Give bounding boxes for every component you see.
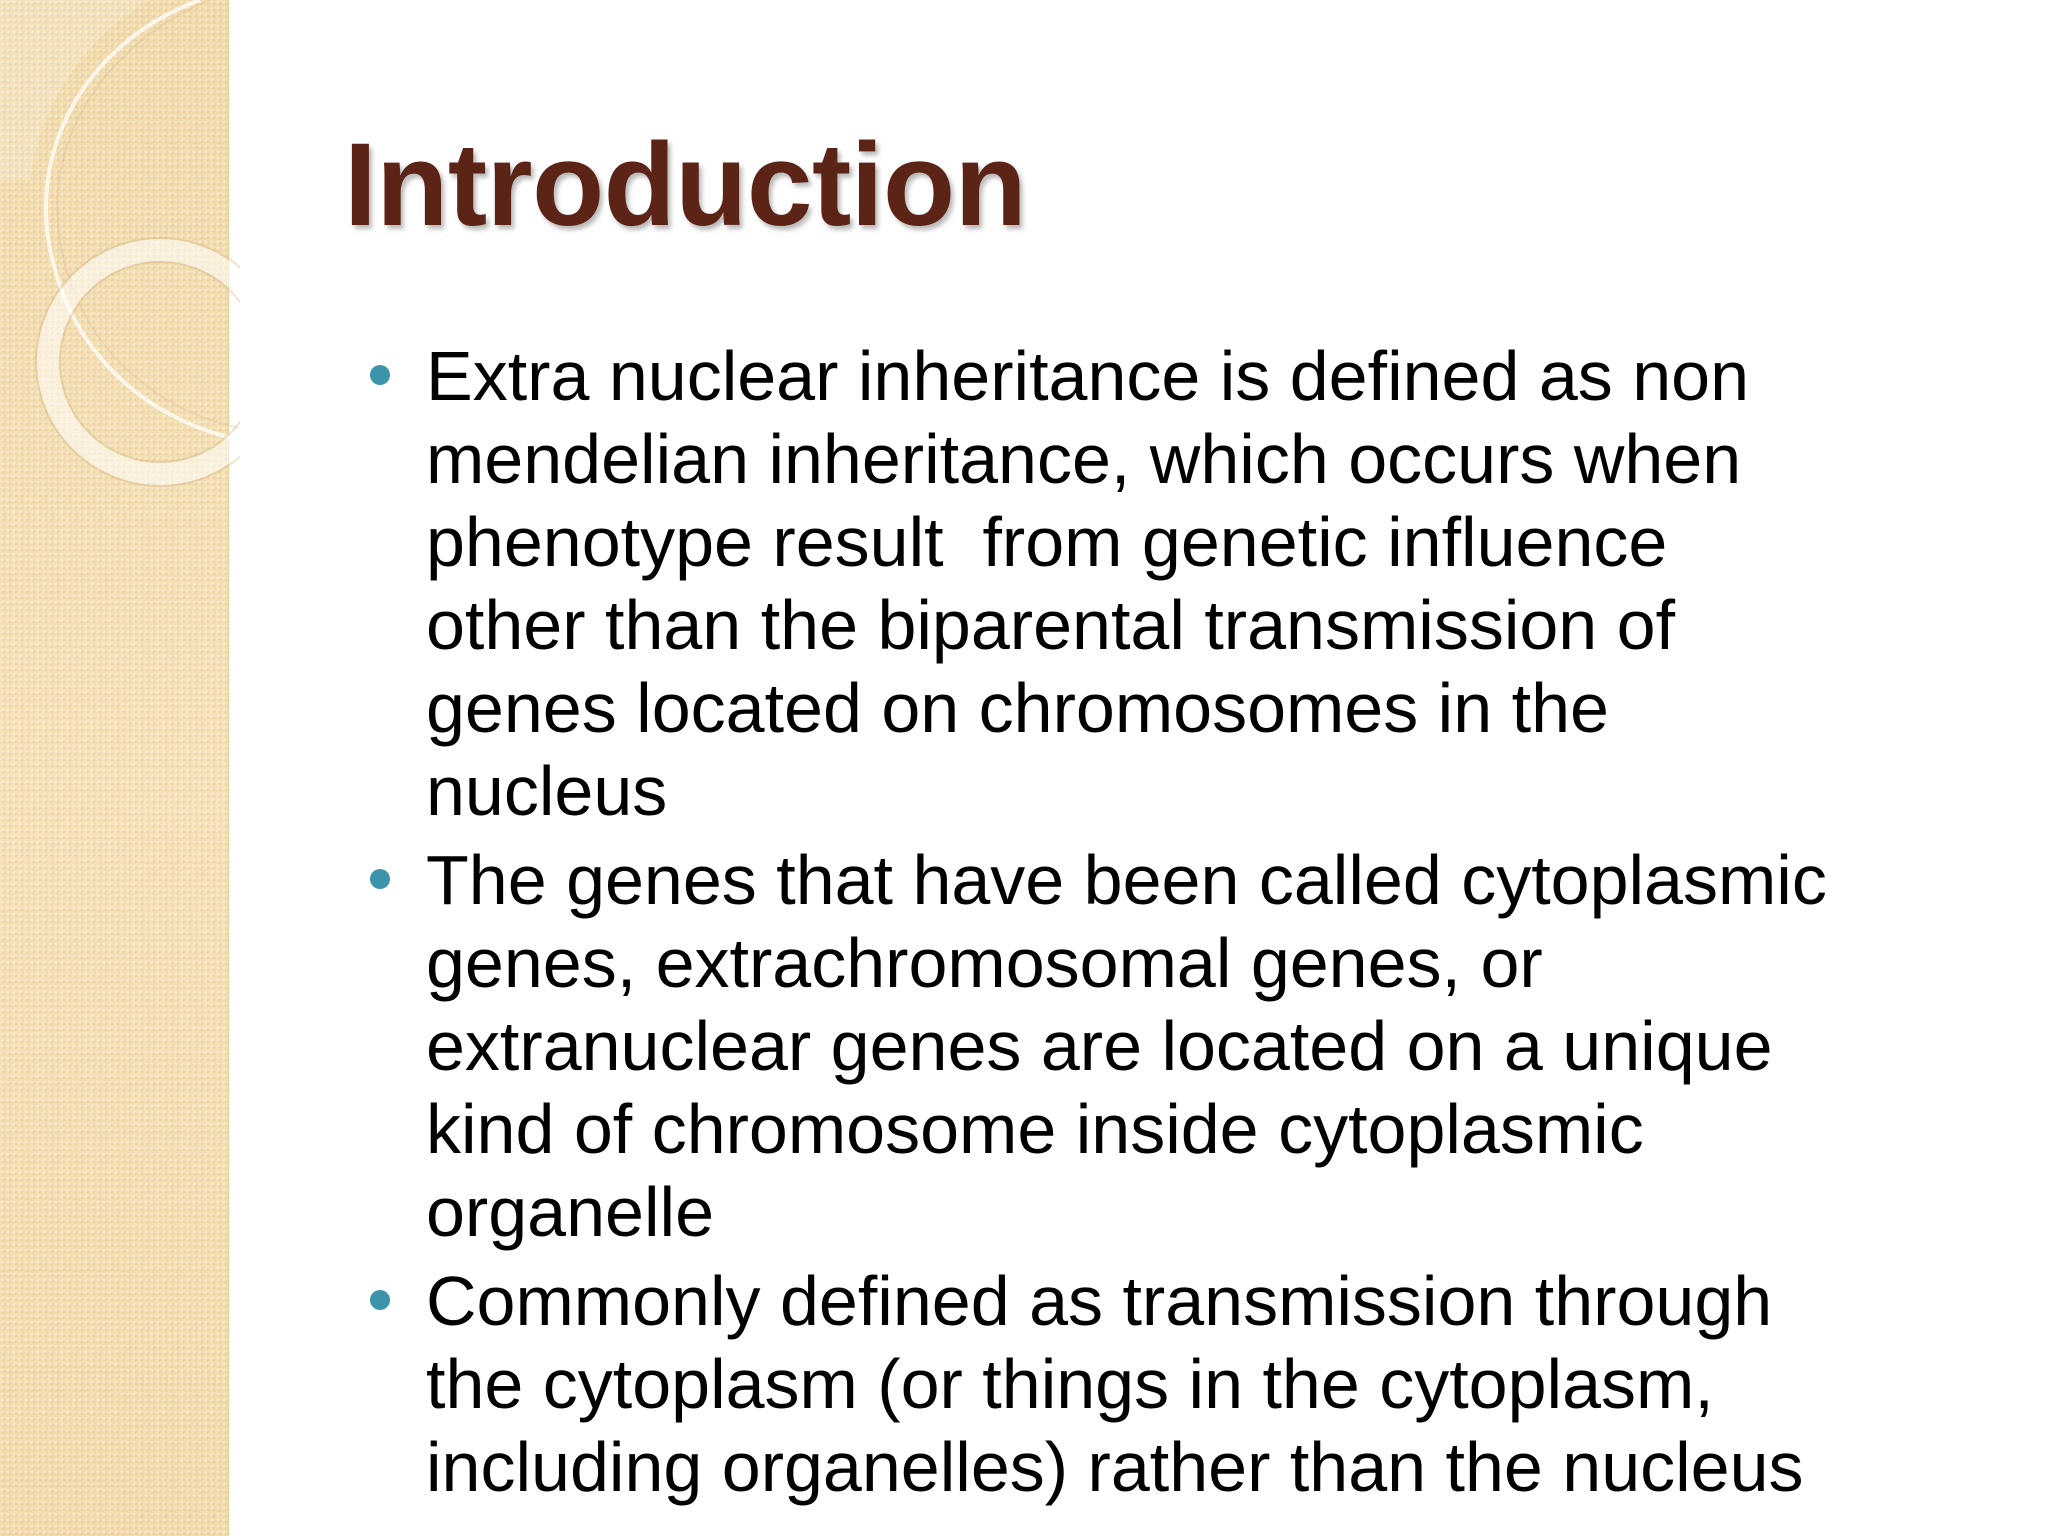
- bullet-item: [360, 335, 2040, 833]
- bullet-item: [360, 1260, 2040, 1509]
- bullet-text: Extra nuclear inheritance is defined as non mendelian inheritance, which occurs when phenotype result from genetic influence other than the biparental transmission of genes located on chromosomes in the nucleus: [426, 337, 1750, 830]
- bullet-dot-icon: [370, 365, 390, 385]
- bullet-text: Commonly defined as transmission through the cytoplasm (or things in the cytoplasm, including organelles) rather than the nucleus: [426, 1262, 1804, 1506]
- bullet-item: [360, 839, 2040, 1254]
- decorative-side-strip: [0, 0, 229, 1536]
- bullet-list: [360, 335, 2040, 1515]
- bullet-dot-icon: [370, 1290, 390, 1310]
- slide-title: Introduction: [344, 119, 1027, 251]
- bullet-text: The genes that have been called cytoplasmic genes, extrachromosomal genes, or extranuclear genes are located on a unique kind of chromosome inside cytoplasmic organelle: [426, 841, 1827, 1251]
- bullet-dot-icon: [370, 869, 390, 889]
